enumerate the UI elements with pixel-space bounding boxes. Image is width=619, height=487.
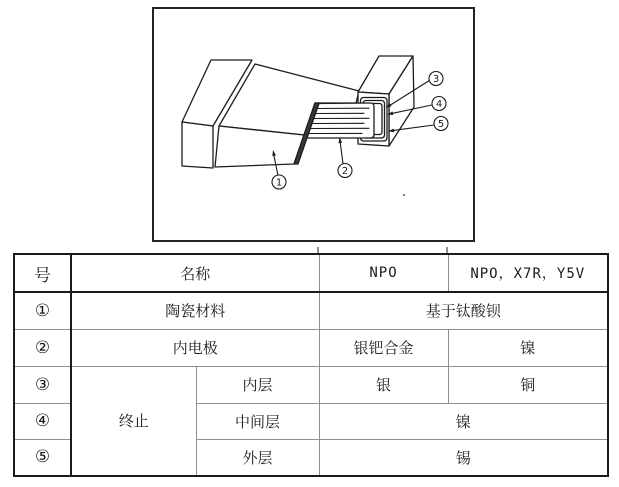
- header-npo-x7r-y5v: NPO，X7R，Y5V: [448, 254, 608, 292]
- callout-4-label: 4: [435, 99, 443, 111]
- row2-npo: 银钯合金: [319, 329, 448, 366]
- header-npo: NPO: [319, 254, 448, 292]
- row4-no: ④: [14, 403, 71, 439]
- row5-layer: 外层: [196, 439, 319, 476]
- row4-layer: 中间层: [196, 403, 319, 439]
- row1-name: 陶瓷材料: [71, 292, 319, 329]
- spec-table: [13, 253, 609, 477]
- callout-2: [338, 137, 352, 178]
- callout-1-label: 1: [275, 177, 283, 189]
- callout-5-label: 5: [437, 119, 445, 131]
- table-header-row: [14, 254, 608, 292]
- table-row-1: [14, 292, 608, 329]
- inner-electrode-stack: [307, 103, 374, 138]
- header-no: 号: [14, 254, 71, 292]
- figure-frame: [152, 7, 475, 242]
- row3-layer: 内层: [196, 366, 319, 403]
- row5-no: ⑤: [14, 439, 71, 476]
- callout-2-label: 2: [341, 166, 349, 178]
- row3-npo: 银: [319, 366, 448, 403]
- header-name: 名称: [71, 254, 319, 292]
- scan-speck: [403, 194, 405, 196]
- row5-value: 锡: [319, 439, 608, 476]
- mlcc-cutaway-diagram: [154, 9, 473, 240]
- table-row-2: [14, 329, 608, 366]
- row3-other: 铜: [448, 366, 608, 403]
- callout-3-label: 3: [432, 74, 440, 86]
- row4-value: 镍: [319, 403, 608, 439]
- row1-value: 基于钛酸钡: [319, 292, 608, 329]
- row1-no: ①: [14, 292, 71, 329]
- row2-no: ②: [14, 329, 71, 366]
- row2-other: 镍: [448, 329, 608, 366]
- row2-name: 内电极: [71, 329, 319, 366]
- row3-group: 终止: [71, 366, 196, 476]
- row3-no: ③: [14, 366, 71, 403]
- table-row-3: [14, 366, 608, 403]
